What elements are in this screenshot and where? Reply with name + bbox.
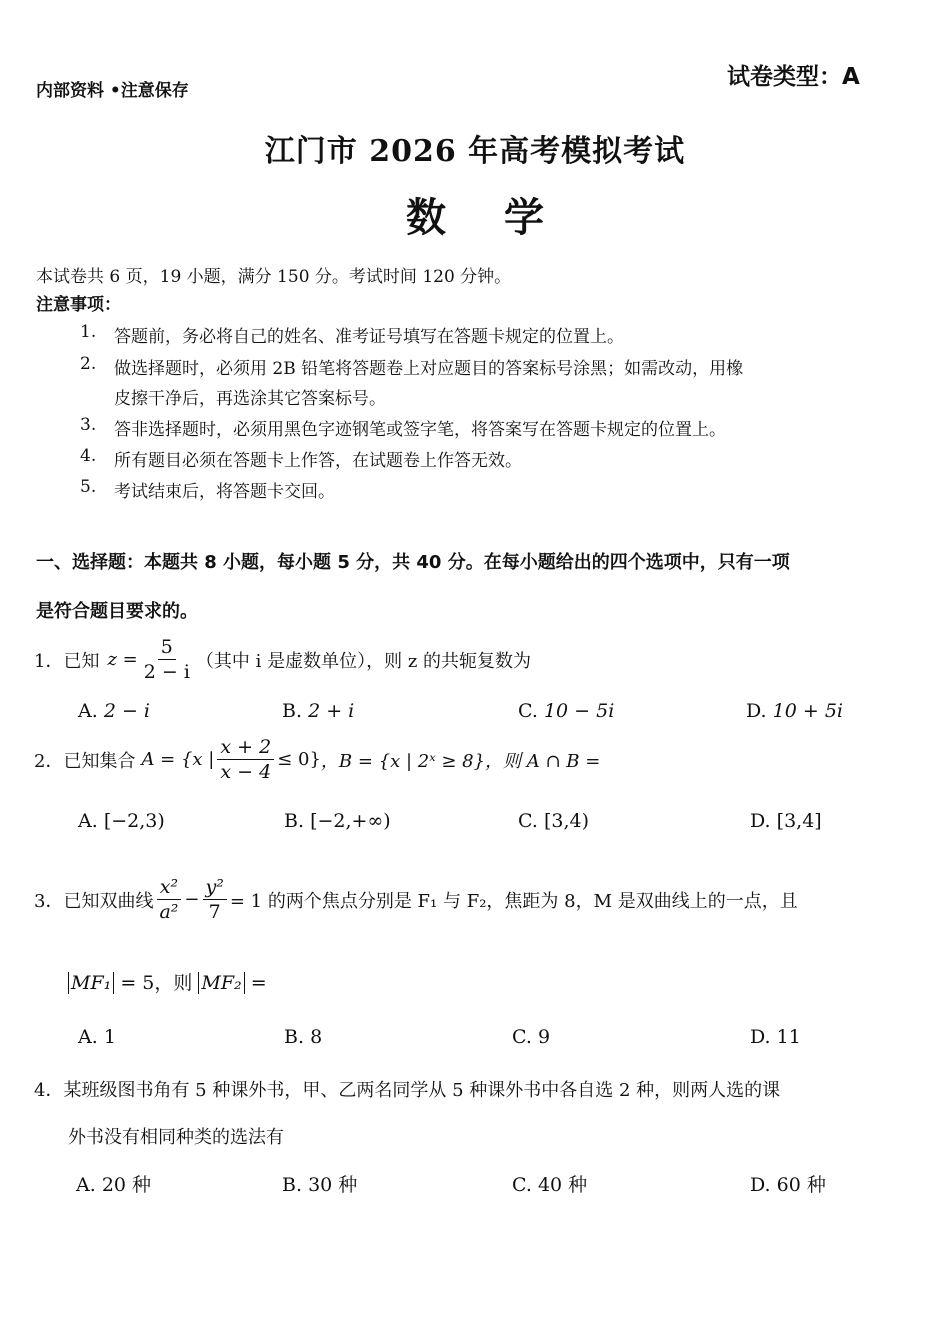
question-3-continuation [68,968,267,995]
option-b[interactable]: B. 8 [284,1026,323,1048]
options-row [0,1026,950,1056]
question-4 [34,1076,780,1102]
subject-char: 学 [504,195,544,241]
fraction-denominator: 2 − i [143,661,190,683]
abs-value: MF₁ [68,972,114,994]
question-text: = 1 的两个焦点分别是 F₁ 与 F₂，焦距为 8，M 是双曲线上的一点，且 [229,890,798,912]
fraction [203,876,227,923]
question-text: 已知集合 [63,750,136,772]
option-c[interactable]: C. [3,4) [518,810,589,832]
fraction [156,876,181,923]
option-c[interactable]: C. 10 − 5i [518,700,615,722]
question-number: 2． [34,750,64,772]
fraction [217,736,274,783]
notice-number: 5. [80,477,97,497]
options-row [0,700,950,730]
option-d[interactable]: D. 10 + 5i [746,700,843,722]
confidential-note: 内部资料 •注意保存 [36,81,189,101]
question-1 [34,636,531,683]
question-text: 已知双曲线 [63,890,154,912]
question-4-continuation: 外书没有相同种类的选法有 [68,1127,284,1148]
question-number: 3． [34,890,64,912]
option-a[interactable]: A. 20 种 [76,1174,152,1196]
option-d[interactable]: D. 60 种 [750,1174,826,1196]
abs-value: MF₂ [198,972,244,994]
option-c[interactable]: C. 9 [512,1026,551,1048]
section-heading-continuation: 是符合题目要求的。 [36,601,198,622]
math-expression: A = {x | [141,749,215,770]
notice-text: 皮擦干净后，再选涂其它答案标号。 [114,389,386,409]
options-row [0,1170,950,1200]
option-c[interactable]: C. 40 种 [512,1174,588,1196]
notice-number: 4. [80,446,97,466]
subject-char: 数 [406,195,446,241]
math-expression: ，B = {x | 2ˣ ≥ 8}，则 A ∩ B = [320,750,601,772]
option-b[interactable]: B. 30 种 [282,1174,358,1196]
option-d[interactable]: D. [3,4] [750,810,822,832]
notice-heading: 注意事项： [36,295,121,315]
options-row [0,810,950,840]
notice-text: 所有题目必须在答题卡上作答，在试题卷上作答无效。 [114,451,522,471]
option-b[interactable]: B. [−2,+∞) [284,810,391,832]
question-3 [34,876,798,923]
option-a[interactable]: A. [−2,3) [78,810,165,832]
question-text: = [250,972,267,994]
fraction [141,636,193,683]
notice-number: 3. [80,415,97,435]
fraction-denominator: 7 [208,901,221,923]
question-number: 1． [34,650,64,672]
math-expression: ≤ 0} [277,749,321,770]
fraction-numerator: x² [157,876,181,900]
question-text: 某班级图书角有 5 种课外书，甲、乙两名同学从 5 种课外书中各自选 2 种，则两人选的课 [63,1080,781,1101]
exam-title: 江门市 2026 年高考模拟考试 [264,134,686,169]
fraction-denominator: a² [159,901,179,923]
notice-text: 做选择题时，必须用 2B 铅笔将答题卷上对应题目的答案标号涂黑；如需改动，用橡 [114,359,744,379]
subject-title [0,186,950,243]
notice-text: 考试结束后，将答题卡交回。 [114,482,335,502]
minus-sign: − [184,889,200,910]
option-a[interactable]: A. 2 − i [78,700,150,722]
paper-type-label: 试卷类型：A [727,64,860,90]
notice-number: 1. [80,322,97,342]
question-text: （其中 i 是虚数单位），则 z 的共轭复数为 [195,650,532,672]
option-a[interactable]: A. 1 [78,1026,116,1048]
question-number: 4． [34,1080,64,1101]
fraction-numerator: 5 [158,636,176,660]
exam-intro: 本试卷共 6 页，19 小题，满分 150 分。考试时间 120 分钟。 [36,267,512,287]
fraction-numerator: x + 2 [217,736,274,760]
question-text: = 5，则 [120,972,193,994]
option-b[interactable]: B. 2 + i [282,700,355,722]
fraction-numerator: y² [203,876,227,900]
notice-number: 2. [80,354,97,374]
option-d[interactable]: D. 11 [750,1026,801,1048]
question-text: 已知 [63,650,100,672]
math-expression: z = [107,649,138,670]
question-2 [34,736,600,783]
section-heading: 一、选择题：本题共 8 小题，每小题 5 分，共 40 分。在每小题给出的四个选项中，只有一项 [36,552,790,573]
notice-text: 答题前，务必将自己的姓名、准考证号填写在答题卡规定的位置上。 [114,327,624,347]
fraction-denominator: x − 4 [220,761,272,783]
notice-text: 答非选择题时，必须用黑色字迹钢笔或签字笔，将答案写在答题卡规定的位置上。 [114,420,726,440]
